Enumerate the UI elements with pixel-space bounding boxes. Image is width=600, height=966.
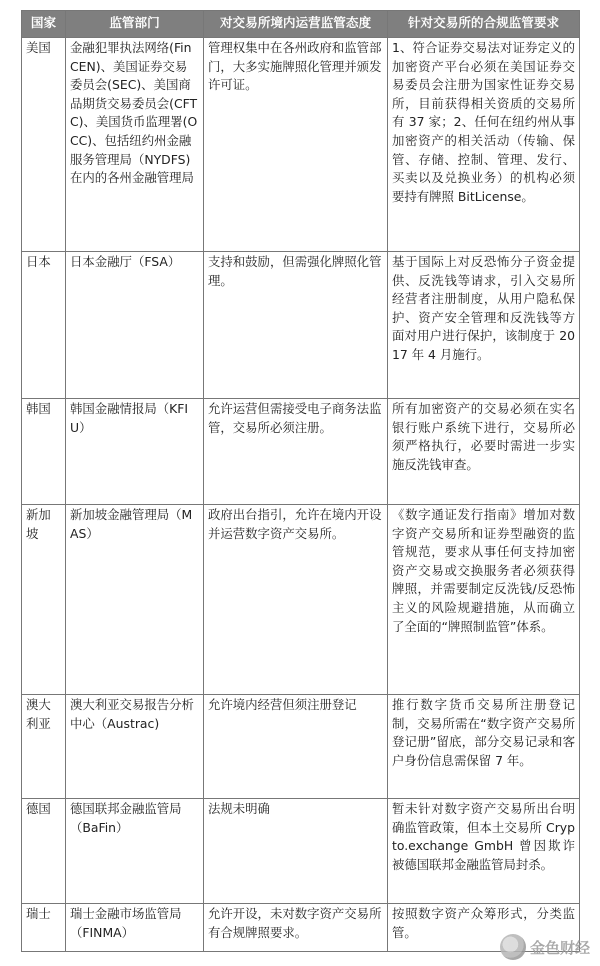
attitude-cell: 允许境内经营但须注册登记 bbox=[204, 695, 388, 799]
regulator-cell: 日本金融厅（FSA） bbox=[66, 252, 204, 399]
table-row bbox=[22, 904, 580, 952]
table-row bbox=[22, 399, 580, 505]
requirement-cell: 基于国际上对反恐怖分子资金提供、反洗钱等请求，引入交易所经营者注册制度，从用户隐私保护、资产安全管理和反洗钱等方面对用户进行保护，该制度于 2017 年 4 月施行。 bbox=[388, 252, 580, 399]
header-requirement: 针对交易所的合规监管要求 bbox=[388, 11, 580, 38]
header-attitude: 对交易所境内运营监管态度 bbox=[204, 11, 388, 38]
attitude-cell: 允许运营但需接受电子商务法监管，交易所必须注册。 bbox=[204, 399, 388, 505]
header-regulator: 监管部门 bbox=[66, 11, 204, 38]
table-row bbox=[22, 799, 580, 904]
country-cell: 澳大利亚 bbox=[22, 695, 66, 799]
country-cell: 德国 bbox=[22, 799, 66, 904]
attitude-cell: 允许开设，未对数字资产交易所有合规牌照要求。 bbox=[204, 904, 388, 952]
header-row bbox=[22, 11, 580, 38]
table-row bbox=[22, 252, 580, 399]
regulator-cell: 金融犯罪执法网络(FinCEN)、美国证券交易委员会(SEC)、美国商品期货交易委员会(CFTC)、美国货币监理署(OCC)、包括纽约州金融服务管理局（NYDFS)在内的各州金融管理局 bbox=[66, 38, 204, 252]
requirement-cell: 推行数字货币交易所注册登记制，交易所需在“数字资产交易所登记册”留底，部分交易记录和客户身份信息需保留 7 年。 bbox=[388, 695, 580, 799]
table-row bbox=[22, 505, 580, 695]
requirement-cell: 所有加密资产的交易必须在实名银行账户系统下进行，交易所必须严格执行，必要时需进一步实施反洗钱审查。 bbox=[388, 399, 580, 505]
watermark-text: 金色财经 bbox=[529, 938, 590, 957]
regulator-cell: 德国联邦金融监管局（BaFin） bbox=[66, 799, 204, 904]
attitude-cell: 法规未明确 bbox=[204, 799, 388, 904]
requirement-cell: 按照数字资产众筹形式，分类监管。 bbox=[388, 904, 580, 952]
regulation-table bbox=[21, 10, 580, 952]
country-cell: 新加坡 bbox=[22, 505, 66, 695]
regulator-cell: 韩国金融情报局（KFIU） bbox=[66, 399, 204, 505]
watermark bbox=[500, 934, 590, 960]
attitude-cell: 政府出台指引，允许在境内开设并运营数字资产交易所。 bbox=[204, 505, 388, 695]
regulator-cell: 澳大利亚交易报告分析中心（Austrac) bbox=[66, 695, 204, 799]
country-cell: 瑞士 bbox=[22, 904, 66, 952]
requirement-cell: 暂未针对数字资产交易所出台明确监管政策，但本土交易所 Crypto.exchange GmbH 曾因欺诈被德国联邦金融监管局封杀。 bbox=[388, 799, 580, 904]
country-cell: 韩国 bbox=[22, 399, 66, 505]
table-row bbox=[22, 38, 580, 252]
requirement-cell: 《数字通证发行指南》增加对数字资产交易所和证券型融资的监管规范，要求从事任何支持加密资产交易或交换服务者必须获得牌照，并需要制定反洗钱/反恐怖主义的风险规避措施，从而确立了全面的“牌照制监管”体系。 bbox=[388, 505, 580, 695]
regulator-cell: 瑞士金融市场监管局（FINMA） bbox=[66, 904, 204, 952]
table-row bbox=[22, 695, 580, 799]
attitude-cell: 支持和鼓励，但需强化牌照化管理。 bbox=[204, 252, 388, 399]
watermark-logo-icon bbox=[500, 934, 526, 960]
country-cell: 美国 bbox=[22, 38, 66, 252]
header-country: 国家 bbox=[22, 11, 66, 38]
requirement-cell: 1、符合证券交易法对证券定义的加密资产平台必须在美国证券交易委员会注册为国家性证券交易所，目前获得相关资质的交易所有 37 家；2、任何在纽约州从事加密资产的相关活动（传输、保管、存储、控制、管理、发行、买卖以及兑换业务）的机构必须要持有牌照 BitLicense。 bbox=[388, 38, 580, 252]
regulator-cell: 新加坡金融管理局（MAS） bbox=[66, 505, 204, 695]
attitude-cell: 管理权集中在各州政府和监管部门，大多实施牌照化管理并颁发许可证。 bbox=[204, 38, 388, 252]
country-cell: 日本 bbox=[22, 252, 66, 399]
